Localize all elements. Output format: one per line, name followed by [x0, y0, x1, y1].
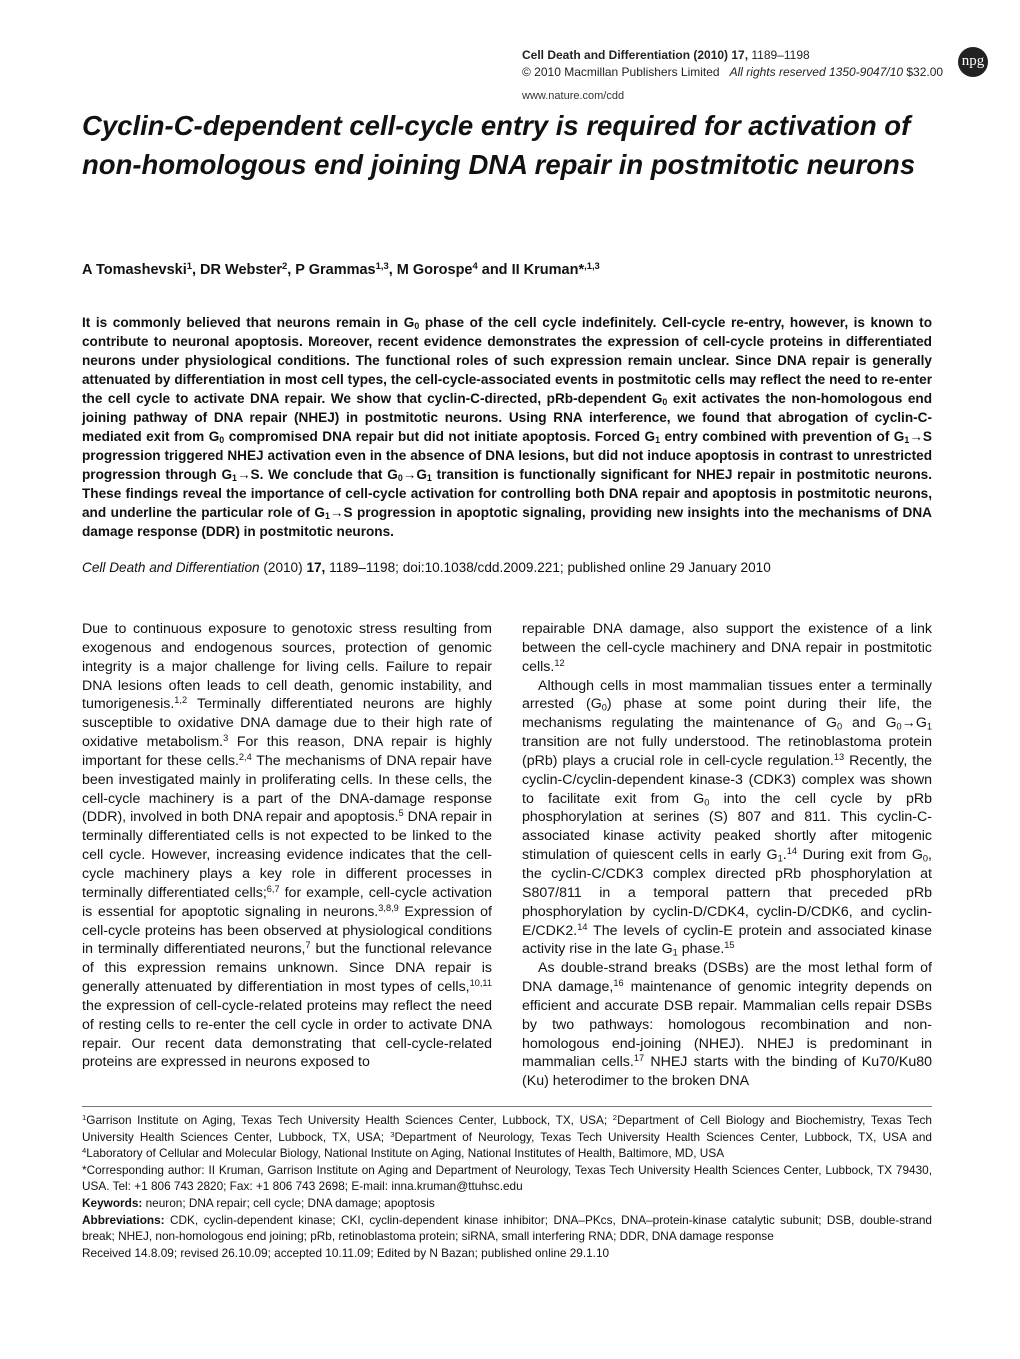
body-column-left [82, 620, 492, 1072]
abstract: It is commonly believed that neurons remain in $G_0$ phase of the cell cycle indefinitely. Cell-cycle re-entry, however, is known to contribute to neuronal apoptosis. Moreover, recent evidence demonstrates the expression of cell-cycle proteins in differentiated neurons under physiological conditions. The functional roles of such expression remain unclear. Since DNA repair is generally attenuated by differentiation in most cell types, the cell-cycle-associated events in postmitotic cells may reflect the need to re-enter the cell cycle to activate DNA repair. We show that cyclin-C-directed, pRb-dependent $G_0$ exit activates the non-homologous end joining pathway of DNA repair (NHEJ) in postmitotic neurons. Using RNA interference, we found that abrogation of cyclin-C-mediated exit from $G_0$ compromised DNA repair but did not initiate apoptosis. Forced $G_1$ entry combined with prevention of $G_1\to S$ progression triggered NHEJ activation even in the absence of DNA lesions, but did not induce apoptosis in contrast to unrestricted progression through $G_1\to S$. We conclude that $G_0\to G_1$ transition is functionally significant for NHEJ repair in postmitotic neurons. These findings reveal the importance of cell-cycle activation for controlling both DNA repair and apoptosis in postmitotic neurons, and underline the particular role of $G_1\to S$ progression in apoptotic signaling, providing new insights into the mechanisms of DNA damage response (DDR) in postmitotic neurons. [82, 315, 933, 539]
npg-logo: npg [958, 47, 988, 77]
body-paragraph: As double-strand breaks (DSBs) are the most lethal form of DNA damage,$^{16}$ maintenance of genomic integrity depends on efficient and accurate DSB repair. Mammalian cells repair DSBs by two pathways: homologous recombination and non-homologous end-joining (NHEJ). NHEJ is predominant in mammalian cells.$^{17}$ NHEJ starts with the binding of Ku70/Ku80 (Ku) heterodimer to the broken DNA [522, 960, 933, 1090]
abbreviations: Abbreviations: CDK, cyclin-dependent kinase; CKI, cyclin-dependent kinase inhibitor; DNA–PKcs, DNA–protein-kinase catalytic subunit; DSB, double-strand break; NHEJ, non-homologous end joining; pRb, retinoblastoma protein; siRNA, small interfering RNA; DDR, DNA damage response [82, 1212, 932, 1244]
received-dates: Received 14.8.09; revised 26.10.09; accepted 10.11.09; Edited by N Bazan; published online 29.1.10 [82, 1245, 610, 1260]
journal-line: Cell Death and Differentiation (2010) 17, 1189–1198 [522, 48, 810, 62]
keywords: Keywords: neuron; DNA repair; cell cycle; DNA damage; apoptosis [82, 1195, 435, 1210]
journal-header [522, 47, 943, 81]
footnote-divider [82, 1106, 932, 1107]
affiliations: $^1$Garrison Institute on Aging, Texas Tech University Health Sciences Center, Lubbock, TX, USA; $^2$Department of Cell Biology and Biochemistry, Texas Tech University Health Sciences Center, Lubbock, TX, USA; $^3$Department of Neurology, Texas Tech University Health Sciences Center, Lubbock, TX, USA and $^4$Laboratory of Cellular and Molecular Biology, National Institute on Aging, National Institutes of Health, Baltimore, MD, USA [82, 1112, 932, 1161]
author-list: A Tomashevski$^1$, DR Webster$^2$, P Grammas$^{1,3}$, M Gorospe$^4$ and II Kruman*$^{,1,3}$ [82, 259, 600, 278]
body-paragraph: repairable DNA damage, also support the existence of a link between the cell-cycle machinery and DNA repair in postmitotic cells.$^{12}$ [522, 621, 932, 675]
citation-line: Cell Death and Differentiation (2010) 17, 1189–1198; doi:10.1038/cdd.2009.221; published online 29 January 2010 [82, 560, 771, 575]
body-column-right [522, 620, 932, 1091]
body-paragraph: Due to continuous exposure to genotoxic stress resulting from exogenous and endogenous sources, protection of genomic integrity is a major challenge for living cells. Failure to repair DNA lesions often leads to cell death, genomic instability, and tumorigenesis.$^{1,2}$ Terminally differentiated neurons are highly susceptible to oxidative DNA damage due to their high rate of oxidative metabolism.$^3$ For this reason, DNA repair is highly important for these cells.$^{2,4}$ The mechanisms of DNA repair have been investigated mainly in proliferating cells. In these cells, the cell-cycle machinery is a part of the DNA-damage response (DDR), involved in both DNA repair and apoptosis.$^5$ DNA repair in terminally differentiated cells is not expected to be linked to the cell cycle. However, increasing evidence indicates that the cell-cycle machinery plays a key role in different processes in terminally differentiated cells;$^{6,7}$ for example, cell-cycle activation is essential for apoptotic signaling in neurons.$^{3,8,9}$ Expression of cell-cycle proteins has been observed at physiological conditions in terminally differentiated neurons,$^7$ but the functional relevance of this expression remains unknown. Since DNA repair is generally attenuated by differentiation in most types of cells,$^{10,11}$ the expression of cell-cycle-related proteins may reflect the need of resting cells to re-enter the cell cycle in order to activate DNA repair. Our recent data demonstrating that cell-cycle-related proteins are expressed in neurons exposed to [82, 621, 493, 1071]
journal-url[interactable]: www.nature.com/cdd [522, 90, 625, 102]
article-title: Cyclin-C-dependent cell-cycle entry is required for activation of non-homologous end joining DNA repair in postmitotic neurons [82, 110, 916, 180]
footnotes [82, 1112, 932, 1261]
copyright-line: © 2010 Macmillan Publishers Limited All rights reserved 1350-9047/10 $32.00 [522, 65, 944, 79]
body-paragraph: Although cells in most mammalian tissues enter a terminally arrested $(G_0)$ phase at some point during their life, the mechanisms regulating the maintenance of $G_0$ and $G_0\to G_1$ transition are not fully understood. The retinoblastoma protein (pRb) plays a crucial role in cell-cycle regulation.$^{13}$ Recently, the cyclin-C/cyclin-dependent kinase-3 (CDK3) complex was shown to facilitate exit from $G_0$ into the cell cycle by pRb phosphorylation at serines (S) 807 and 811. This cyclin-C-associated kinase activity peaked shortly after mitogenic stimulation of quiescent cells in early $G_1.^{14}$ During exit from $G_0$, the cyclin-C/CDK3 complex directed pRb phosphorylation at S807/811 in a temporal pattern that preceded pRb phosphorylation by cyclin-D/CDK4, cyclin-D/CDK6, and cyclin-E/CDK2.14 The levels of cyclin-E protein and associated kinase activity rise in the late $G_1$ phase.$^{15}$ [522, 677, 933, 958]
corresponding-author: *Corresponding author: II Kruman, Garrison Institute on Aging and Department of Neurology, Texas Tech University Health Sciences Center, Lubbock, TX 79430, USA. Tel: +1 806 743 2820; Fax: +1 806 743 2698; E-mail: inna.kruman@ttuhsc.edu [82, 1162, 932, 1194]
